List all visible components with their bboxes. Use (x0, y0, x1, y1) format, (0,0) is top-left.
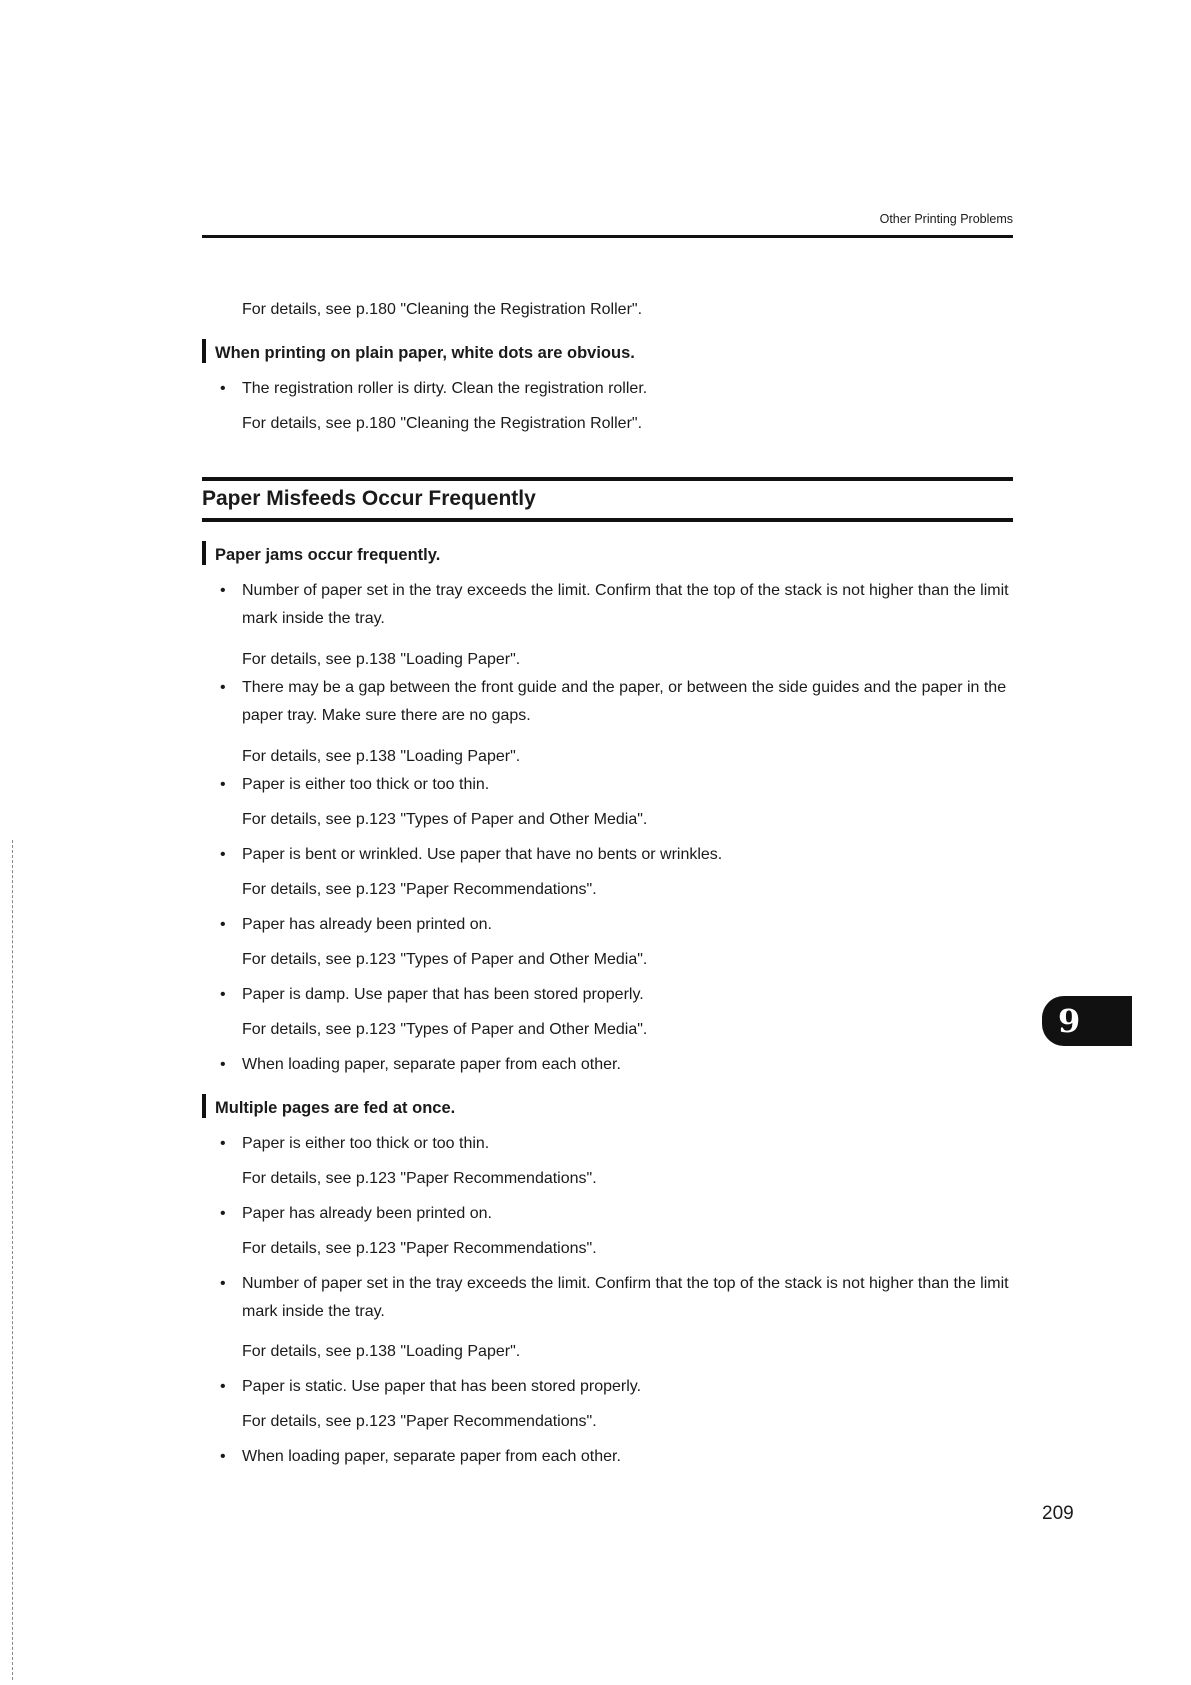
subheading-marker (202, 1094, 206, 1118)
detail-reference: For details, see p.138 "Loading Paper". (242, 651, 521, 668)
subheading-white-dots (202, 339, 635, 367)
subheading-marker (202, 339, 206, 363)
list-item (220, 1051, 1020, 1079)
list-item-text: The registration roller is dirty. Clean the registration roller. (242, 380, 648, 397)
list-item-text: When loading paper, separate paper from each other. (242, 1448, 621, 1465)
detail-reference: For details, see p.123 "Types of Paper and Other Media". (242, 811, 648, 828)
section-rule-top (202, 477, 1013, 481)
subheading-text: Paper jams occur frequently. (215, 546, 441, 564)
page-number: 209 (1042, 1503, 1074, 1524)
list-item (220, 375, 1020, 403)
list-item (220, 1270, 1020, 1326)
chapter-tab: 9 (1042, 996, 1132, 1046)
bullet-dot: • (220, 1275, 226, 1292)
list-item (220, 771, 1020, 799)
section-rule-bottom (202, 518, 1013, 522)
bullet-dot: • (220, 1378, 226, 1395)
bullet-dot: • (220, 582, 226, 599)
bullet-dot: • (220, 1205, 226, 1222)
list-item (220, 911, 1020, 939)
bullet-dot: • (220, 380, 226, 397)
list-item (220, 1200, 1020, 1228)
bullet-dot: • (220, 1135, 226, 1152)
list-item (220, 1443, 1020, 1471)
subheading-marker (202, 541, 206, 565)
subheading-paper-jams (202, 541, 440, 569)
list-item (220, 841, 1020, 869)
bullet-dot: • (220, 776, 226, 793)
bullet-dot: • (220, 1056, 226, 1073)
list-item (220, 1373, 1020, 1401)
list-item (220, 1130, 1020, 1158)
header-rule (202, 235, 1013, 238)
subheading-text: When printing on plain paper, white dots are obvious. (215, 344, 635, 362)
list-item-text: There may be a gap between the front guide and the paper, or between the side guides and the paper in the paper tray. Make sure there are no gaps. (242, 679, 1007, 724)
running-head-title: Other Printing Problems (879, 212, 1013, 226)
detail-reference: For details, see p.180 "Cleaning the Registration Roller". (242, 415, 643, 432)
detail-reference: For details, see p.123 "Paper Recommendations". (242, 1413, 597, 1430)
list-item-text: Paper has already been printed on. (242, 1205, 492, 1222)
list-item-text: Paper has already been printed on. (242, 916, 492, 933)
bullet-dot: • (220, 1448, 226, 1465)
detail-reference: For details, see p.123 "Types of Paper and Other Media". (242, 951, 648, 968)
list-item-text: Number of paper set in the tray exceeds the limit. Confirm that the top of the stack is not higher than the limit mark inside the tray. (242, 1275, 1009, 1320)
scan-edge-line (12, 840, 14, 1680)
bullet-dot: • (220, 846, 226, 863)
list-item-text: Paper is static. Use paper that has been stored properly. (242, 1378, 642, 1395)
detail-reference: For details, see p.123 "Paper Recommendations". (242, 1170, 597, 1187)
subheading-text: Multiple pages are fed at once. (215, 1099, 456, 1117)
detail-reference: For details, see p.180 "Cleaning the Registration Roller". (242, 301, 643, 318)
list-item (220, 674, 1020, 730)
section-title: Paper Misfeeds Occur Frequently (202, 487, 536, 510)
list-item (220, 577, 1020, 633)
list-item-text: Number of paper set in the tray exceeds the limit. Confirm that the top of the stack is not higher than the limit mark inside the tray. (242, 582, 1009, 627)
bullet-dot: • (220, 679, 226, 696)
detail-reference: For details, see p.123 "Paper Recommendations". (242, 1240, 597, 1257)
detail-reference: For details, see p.123 "Paper Recommendations". (242, 881, 597, 898)
detail-reference: For details, see p.138 "Loading Paper". (242, 748, 521, 765)
detail-reference: For details, see p.123 "Types of Paper and Other Media". (242, 1021, 648, 1038)
subheading-multiple-pages (202, 1094, 455, 1122)
detail-reference: For details, see p.138 "Loading Paper". (242, 1343, 521, 1360)
list-item-text: When loading paper, separate paper from each other. (242, 1056, 621, 1073)
list-item-text: Paper is either too thick or too thin. (242, 776, 490, 793)
list-item (220, 981, 1020, 1009)
list-item-text: Paper is damp. Use paper that has been stored properly. (242, 986, 644, 1003)
list-item-text: Paper is bent or wrinkled. Use paper that have no bents or wrinkles. (242, 846, 723, 863)
bullet-dot: • (220, 916, 226, 933)
bullet-dot: • (220, 986, 226, 1003)
list-item-text: Paper is either too thick or too thin. (242, 1135, 490, 1152)
